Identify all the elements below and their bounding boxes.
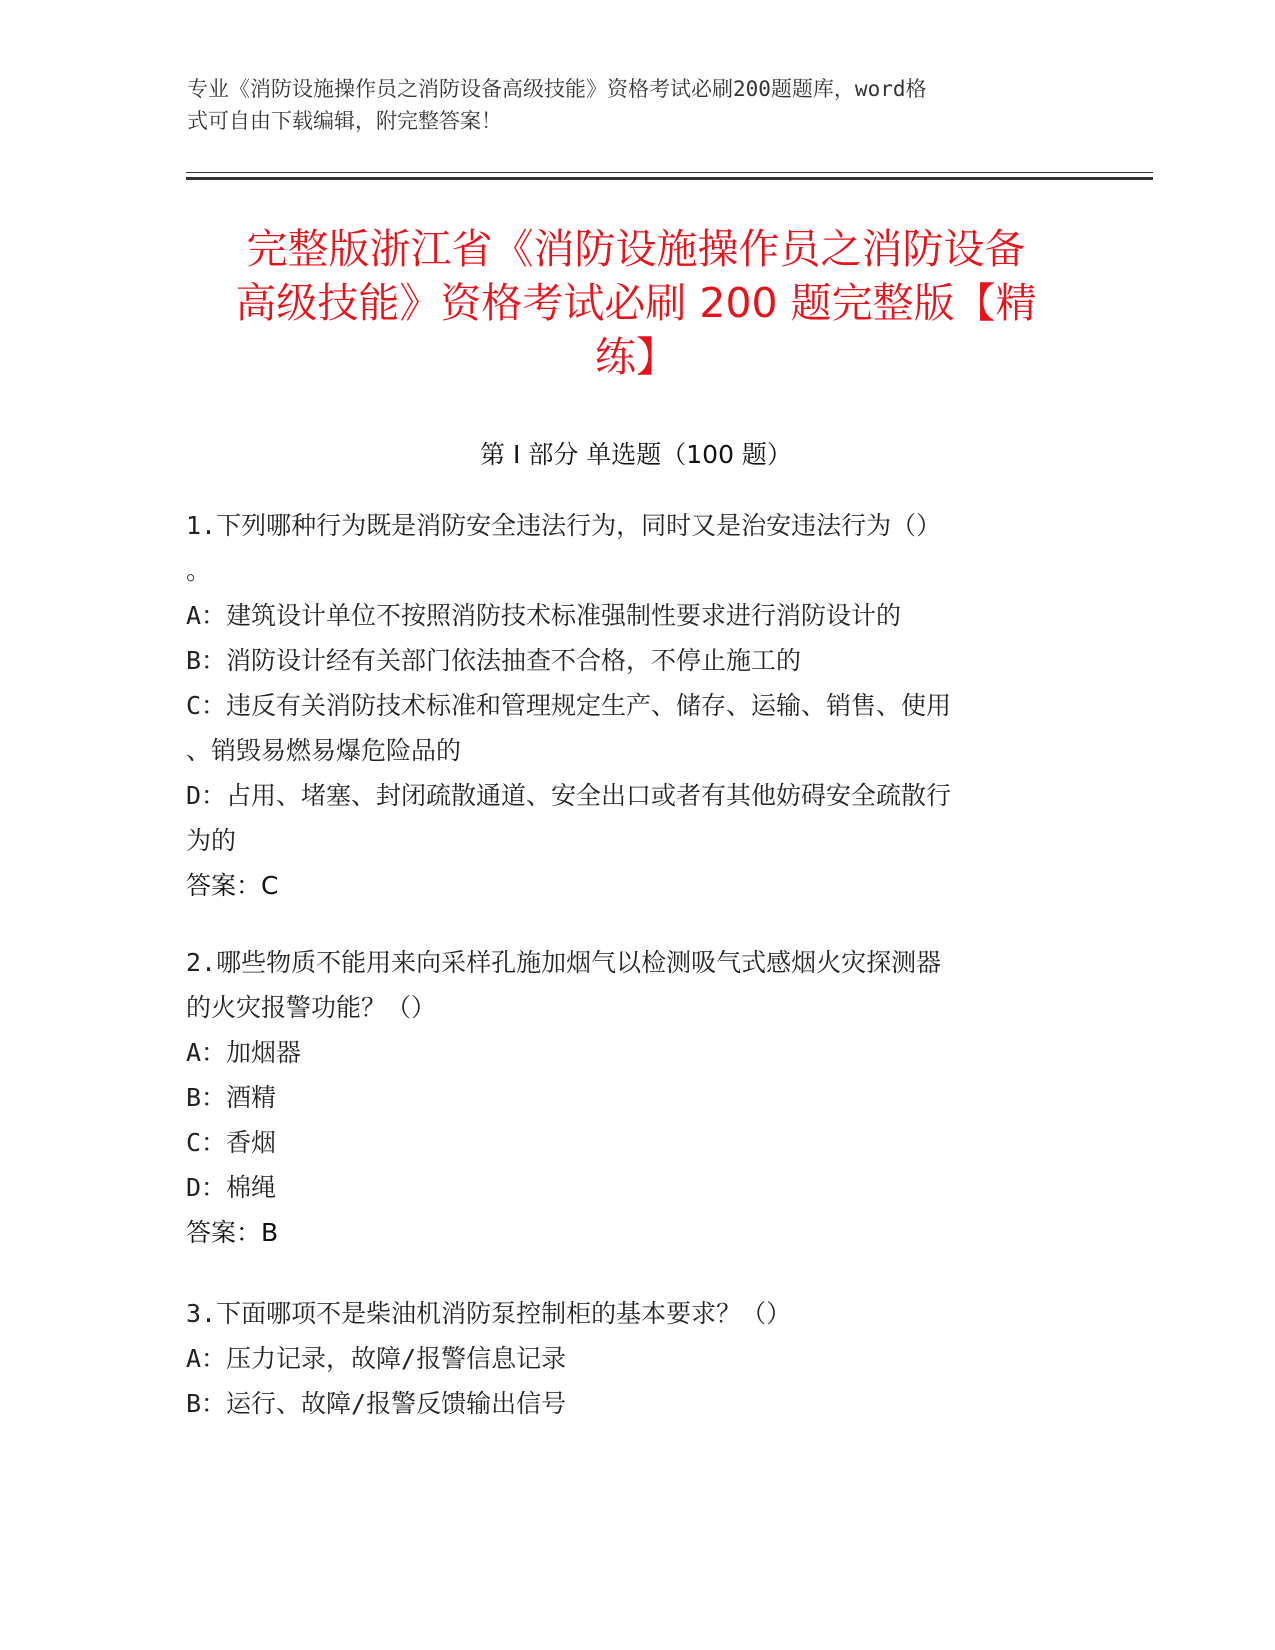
document-title — [186, 222, 1086, 384]
option-d: D：占用、堵塞、封闭疏散通道、安全出口或者有其他妨碍安全疏散行 — [186, 781, 952, 810]
option-d-continued: 为的 — [186, 826, 237, 855]
option-c-continued: 、销毁易燃易爆危险品的 — [186, 736, 462, 765]
question-1 — [186, 503, 1066, 908]
answer-label: 答案：C — [186, 871, 279, 900]
option-a: A：加烟器 — [186, 1038, 302, 1067]
header-divider-thick — [186, 177, 1153, 180]
question-2 — [186, 940, 1066, 1255]
header-note — [187, 73, 1087, 137]
option-c: C：香烟 — [186, 1128, 277, 1157]
answer-label: 答案：B — [186, 1218, 279, 1247]
question-3 — [186, 1291, 1066, 1426]
header-note-line-2: 式可自由下载编辑，附完整答案！ — [187, 109, 502, 133]
header-note-line-1: 专业《消防设施操作员之消防设备高级技能》资格考试必刷200题题库，word格 — [187, 77, 927, 101]
option-a: A：建筑设计单位不按照消防技术标准强制性要求进行消防设计的 — [186, 601, 902, 630]
header-divider-thin — [186, 172, 1153, 173]
option-d: D：棉绳 — [186, 1173, 277, 1202]
option-a: A：压力记录，故障/报警信息记录 — [186, 1344, 567, 1373]
question-text-line: 1.下列哪种行为既是消防安全违法行为，同时又是治安违法行为（） — [186, 511, 942, 540]
option-b: B：酒精 — [186, 1083, 277, 1112]
title-line-3: 练】 — [595, 333, 677, 381]
question-text-line: 2.哪些物质不能用来向采样孔施加烟气以检测吸气式感烟火灾探测器 — [186, 948, 942, 977]
question-text-line: 的火灾报警功能？（） — [186, 993, 437, 1022]
section-title: 第 I 部分 单选题（100 题） — [480, 440, 792, 469]
question-text-line: 3.下面哪项不是柴油机消防泵控制柜的基本要求？（） — [186, 1299, 792, 1328]
title-line-1: 完整版浙江省《消防设施操作员之消防设备 — [246, 225, 1026, 273]
title-line-2: 高级技能》资格考试必刷 200 题完整版【精 — [235, 279, 1037, 327]
option-b: B：运行、故障/报警反馈输出信号 — [186, 1389, 567, 1418]
option-b: B：消防设计经有关部门依法抽查不合格，不停止施工的 — [186, 646, 802, 675]
option-c: C：违反有关消防技术标准和管理规定生产、储存、运输、销售、使用 — [186, 691, 952, 720]
question-text-line: 。 — [186, 556, 212, 585]
